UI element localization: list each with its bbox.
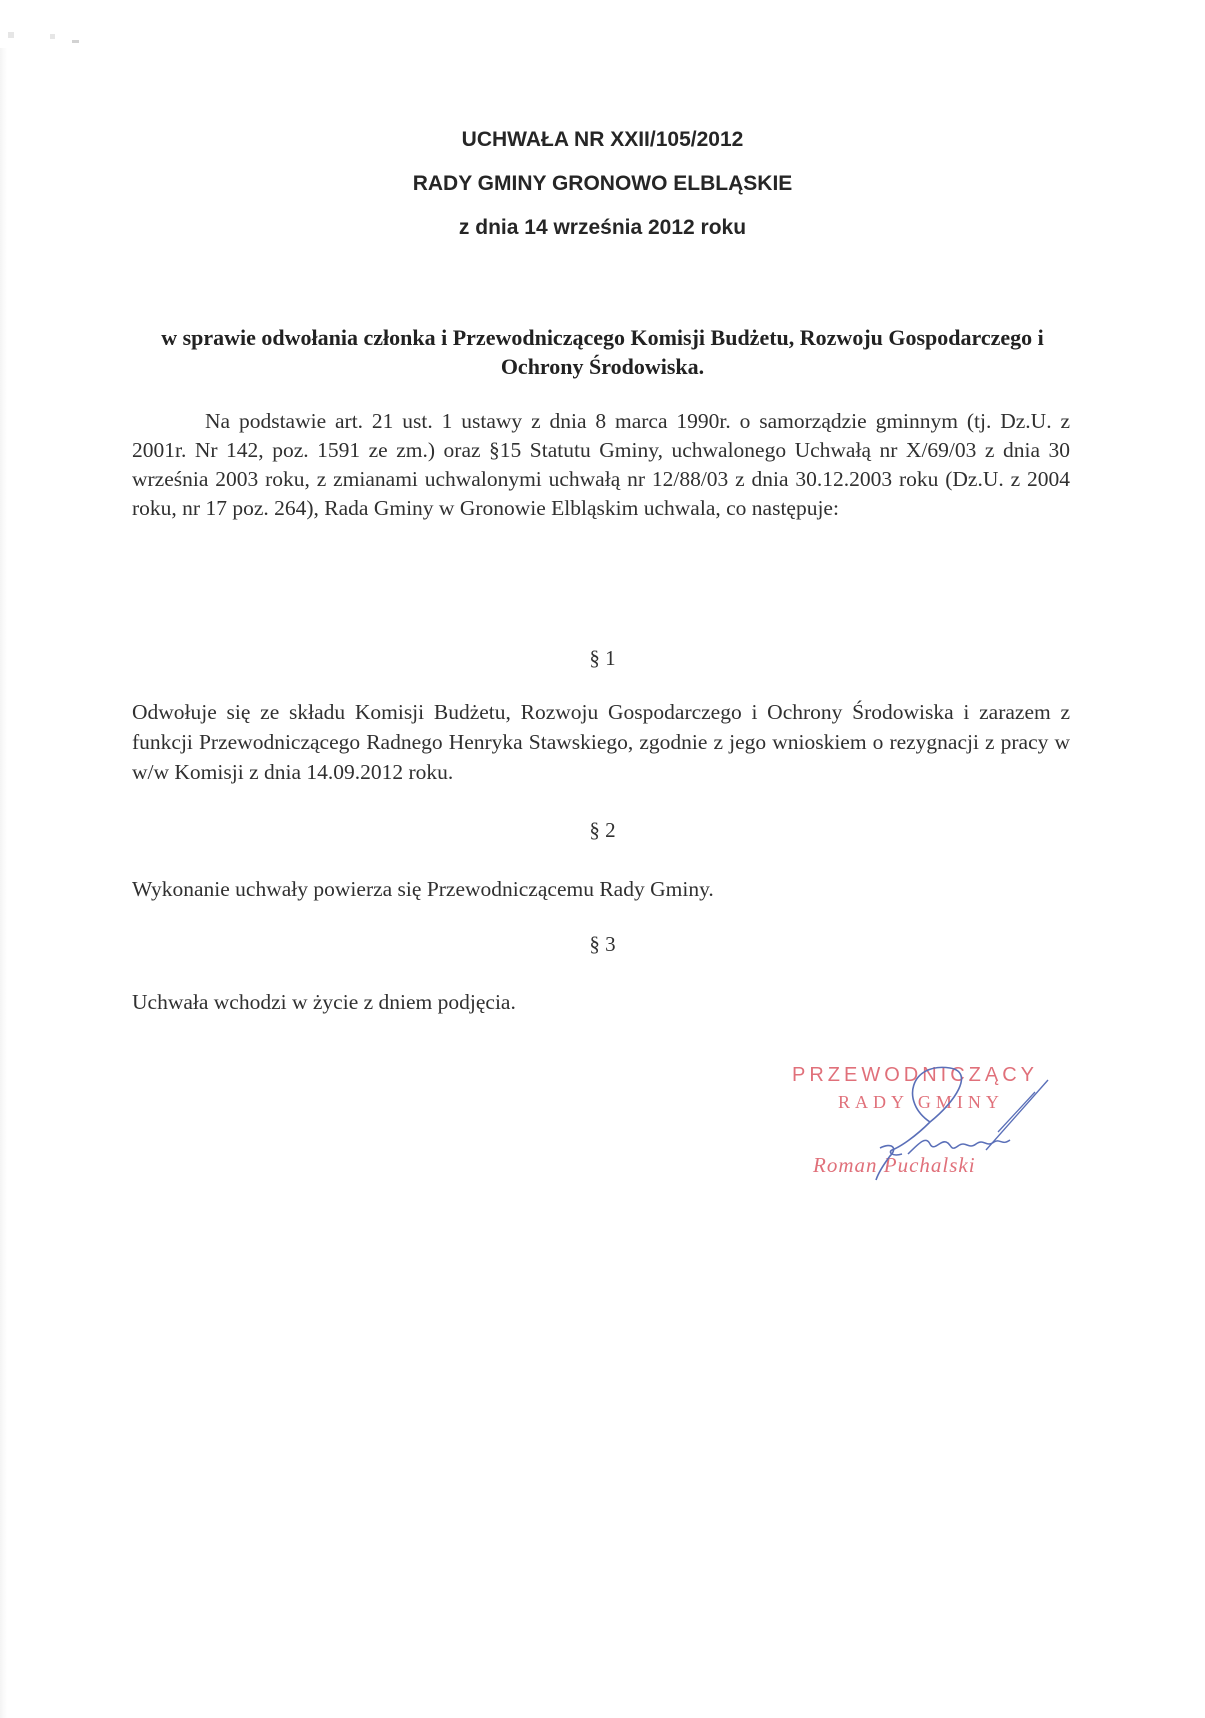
- signature-stroke-slash-1: [986, 1080, 1048, 1150]
- resolution-subject: w sprawie odwołania członka i Przewodniczącego Komisji Budżetu, Rozwoju Gospodarczego i Ochrony Środowiska.: [161, 325, 1044, 379]
- section-3-label: § 3: [589, 932, 616, 956]
- signature-stroke-word: [908, 1140, 1010, 1154]
- section-2-text: Wykonanie uchwały powierza się Przewodniczącemu Rady Gminy.: [132, 877, 714, 901]
- chairman-stamp: [780, 1062, 1070, 1192]
- resolution-date: z dnia 14 września 2012 roku: [458, 216, 747, 239]
- scan-artifact: [8, 32, 14, 38]
- scan-artifact: [50, 34, 55, 39]
- section-2-label: § 2: [589, 818, 616, 842]
- resolution-issuer: RADY GMINY GRONOWO ELBLĄSKIE: [412, 172, 793, 195]
- stamp-title: PRZEWODNICZĄCY: [792, 1064, 1038, 1086]
- resolution-preamble: Na podstawie art. 21 ust. 1 ustawy z dnia 8 marca 1990r. o samorządzie gminnym (tj. Dz.U. z 2001r. Nr 142, poz. 1591 ze zm.) oraz §15 Statutu Gminy, uchwalonego Uchwałą nr X/69/03 z dnia 30 września 2003 roku, z zmianami uchwalonymi uchwałą nr 12/88/03 z dnia 30.12.2003 roku (Dz.U. z 2004 roku, nr 17 poz. 264), Rada Gminy w Gronowie Elbląskim uchwala, co następuje:: [132, 409, 1070, 520]
- section-3-text: Uchwała wchodzi w życie z dniem podjęcia.: [132, 990, 516, 1014]
- stamp-council: RADY GMINY: [838, 1092, 1004, 1112]
- section-1-text: Odwołuje się ze składu Komisji Budżetu, Rozwoju Gospodarczego i Ochrony Środowiska i zarazem z funkcji Przewodniczącego Radnego Henryka Stawskiego, zgodnie z jego wnioskiem o rezygnacji z pracy w w/w Komisji z dnia 14.09.2012 roku.: [132, 700, 1070, 784]
- resolution-title: UCHWAŁA NR XXII/105/2012: [461, 128, 744, 151]
- scan-edge-shadow: [0, 48, 7, 1718]
- stamp-name: Roman Puchalski: [813, 1153, 976, 1177]
- scan-artifact: [72, 40, 79, 43]
- section-1-label: § 1: [589, 646, 616, 670]
